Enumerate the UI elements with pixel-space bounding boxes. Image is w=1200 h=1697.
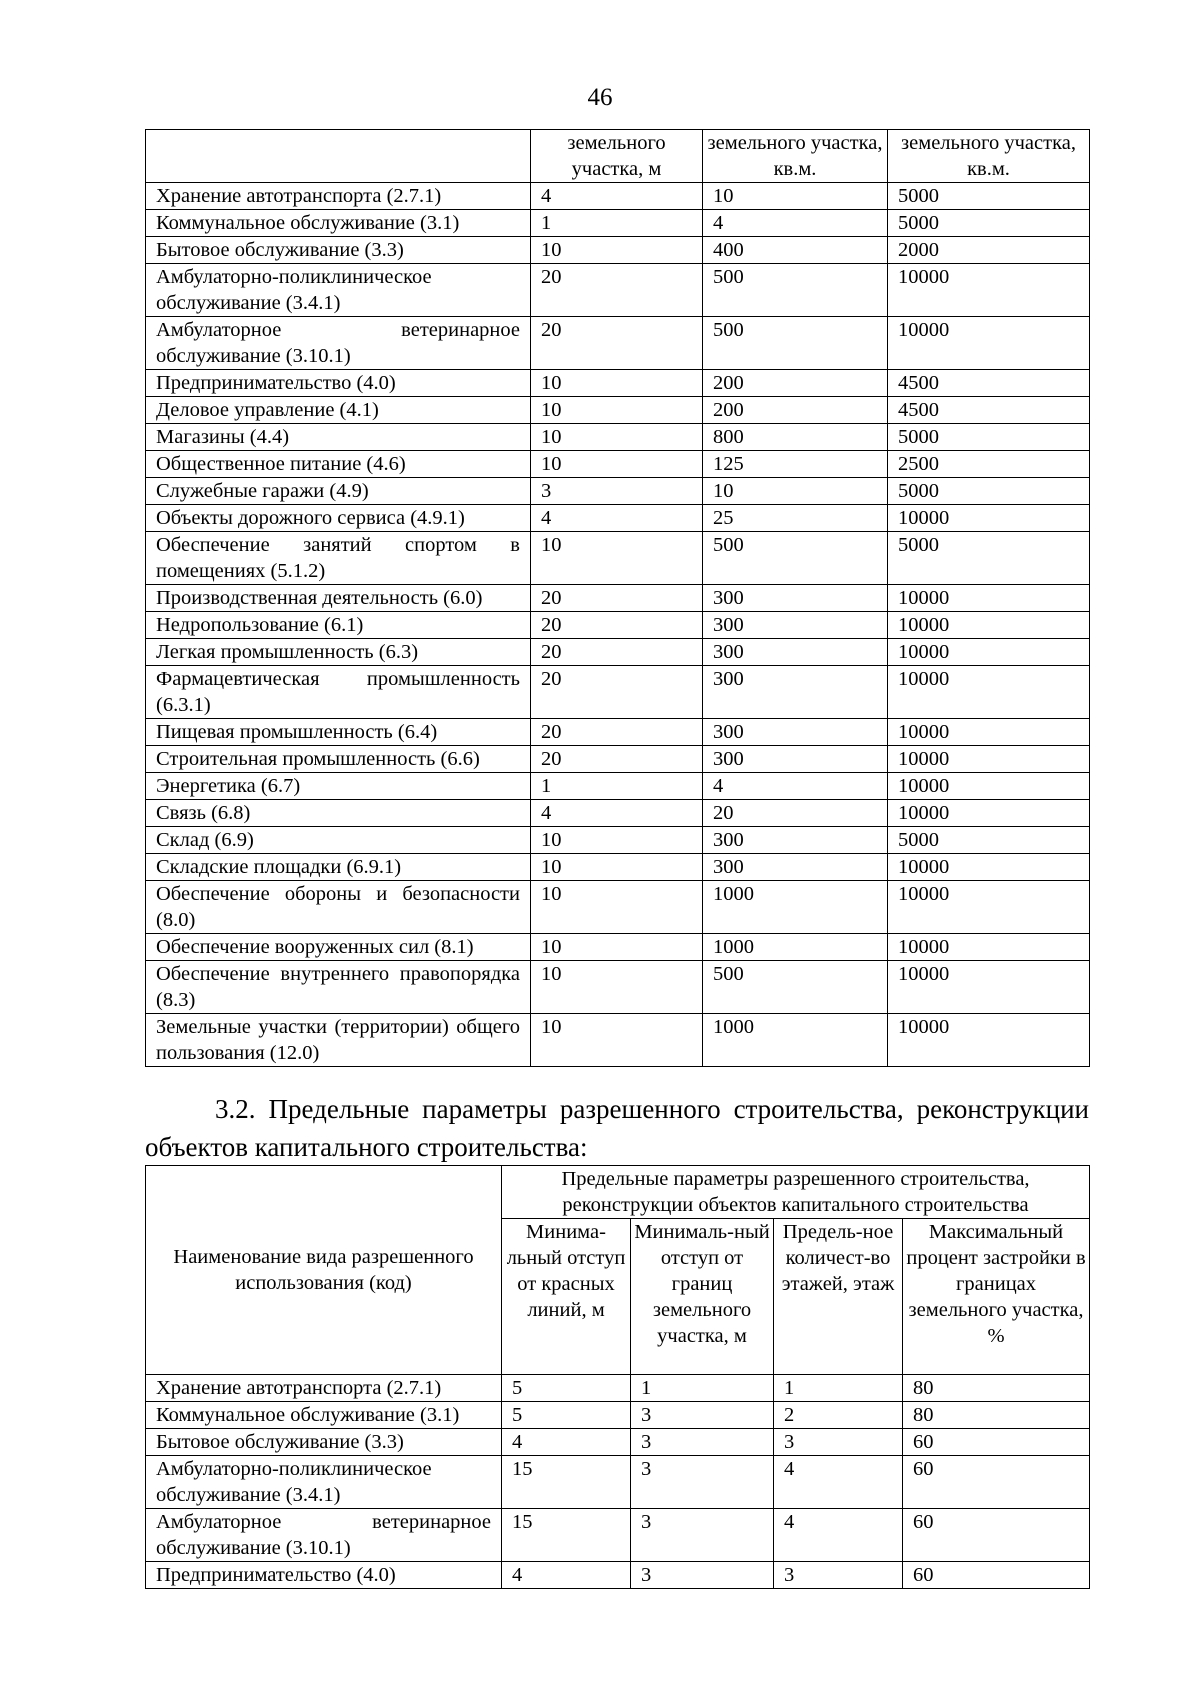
value-cell: 10: [531, 854, 703, 881]
value-cell: 15: [502, 1509, 631, 1562]
value-cell: 20: [531, 585, 703, 612]
use-type-cell: Пищевая промышленность (6.4): [146, 719, 531, 746]
use-type-cell: Деловое управление (4.1): [146, 397, 531, 424]
use-type-cell: Амбулаторно-поликлиническое обслуживание (3.4.1): [146, 264, 531, 317]
table-row: [146, 746, 1090, 773]
value-cell: 500: [703, 961, 888, 1014]
value-cell: 3: [774, 1562, 903, 1589]
use-type-cell: Складские площадки (6.9.1): [146, 854, 531, 881]
value-cell: 2500: [888, 451, 1090, 478]
value-cell: 4: [531, 183, 703, 210]
table-row: [146, 773, 1090, 800]
value-cell: 4: [703, 210, 888, 237]
use-type-cell: Обеспечение обороны и безопасности (8.0): [146, 881, 531, 934]
value-cell: 3: [774, 1429, 903, 1456]
value-cell: 10: [703, 478, 888, 505]
use-type-cell: Бытовое обслуживание (3.3): [146, 237, 531, 264]
use-type-cell: Недропользование (6.1): [146, 612, 531, 639]
value-cell: 200: [703, 397, 888, 424]
value-cell: 10: [531, 961, 703, 1014]
value-cell: 20: [531, 612, 703, 639]
table-row: [146, 370, 1090, 397]
use-type-cell: Хранение автотранспорта (2.7.1): [146, 1375, 502, 1402]
value-cell: 5000: [888, 478, 1090, 505]
value-cell: 20: [531, 317, 703, 370]
value-cell: 10000: [888, 639, 1090, 666]
table-row: [146, 585, 1090, 612]
value-cell: 3: [631, 1456, 774, 1509]
table-row: [146, 1562, 1090, 1589]
value-cell: 20: [703, 800, 888, 827]
use-type-cell: Служебные гаражи (4.9): [146, 478, 531, 505]
use-type-cell: Обеспечение вооруженных сил (8.1): [146, 934, 531, 961]
group-header: Предельные параметры разрешенного строительства, реконструкции объектов капитального строительства: [502, 1166, 1090, 1219]
value-cell: 10000: [888, 934, 1090, 961]
table-row: [146, 1014, 1090, 1067]
value-cell: 5: [502, 1402, 631, 1429]
value-cell: 1: [531, 210, 703, 237]
value-cell: 60: [903, 1429, 1090, 1456]
value-cell: 10000: [888, 317, 1090, 370]
value-cell: 10000: [888, 773, 1090, 800]
table-body: [146, 1375, 1090, 1589]
header-cell: земельного участка, кв.м.: [703, 130, 888, 183]
value-cell: 10000: [888, 854, 1090, 881]
value-cell: 20: [531, 746, 703, 773]
header-cell: земельного участка, кв.м.: [888, 130, 1090, 183]
table-row: [146, 397, 1090, 424]
page-number: 46: [587, 84, 613, 111]
use-type-cell: Предпринимательство (4.0): [146, 370, 531, 397]
value-cell: 10: [531, 827, 703, 854]
table-row: [146, 532, 1090, 585]
table-row: [146, 881, 1090, 934]
table-row: [146, 1402, 1090, 1429]
value-cell: 300: [703, 585, 888, 612]
use-type-cell: Бытовое обслуживание (3.3): [146, 1429, 502, 1456]
table-row: [146, 210, 1090, 237]
value-cell: 20: [531, 719, 703, 746]
value-cell: 1: [531, 773, 703, 800]
value-cell: 4: [531, 800, 703, 827]
value-cell: 1: [631, 1375, 774, 1402]
value-cell: 10: [531, 1014, 703, 1067]
use-type-cell: Коммунальное обслуживание (3.1): [146, 1402, 502, 1429]
value-cell: 300: [703, 639, 888, 666]
construction-parameters-table: [145, 1165, 1090, 1589]
header-cell: земельного участка, м: [531, 130, 703, 183]
value-cell: 10000: [888, 881, 1090, 934]
value-cell: 4500: [888, 370, 1090, 397]
section-heading: 3.2. Предельные параметры разрешенного строительства, реконструкции объектов капитального строительства:: [145, 1094, 1089, 1162]
use-type-cell: Легкая промышленность (6.3): [146, 639, 531, 666]
value-cell: 10000: [888, 264, 1090, 317]
table-header-row: [146, 130, 1090, 183]
value-cell: 300: [703, 854, 888, 881]
land-plot-size-table: [145, 129, 1090, 1067]
table-row: [146, 827, 1090, 854]
value-cell: 300: [703, 827, 888, 854]
value-cell: 1000: [703, 1014, 888, 1067]
use-type-cell: Коммунальное обслуживание (3.1): [146, 210, 531, 237]
table-row: [146, 1429, 1090, 1456]
use-type-cell: Амбулаторное ветеринарное обслуживание (3.10.1): [146, 317, 531, 370]
value-cell: 200: [703, 370, 888, 397]
value-cell: 5000: [888, 532, 1090, 585]
table-row: [146, 934, 1090, 961]
value-cell: 300: [703, 719, 888, 746]
value-cell: 125: [703, 451, 888, 478]
value-cell: 10: [531, 397, 703, 424]
table-row: [146, 800, 1090, 827]
value-cell: 10000: [888, 746, 1090, 773]
value-cell: 4500: [888, 397, 1090, 424]
value-cell: 1000: [703, 934, 888, 961]
table-row: [146, 1509, 1090, 1562]
use-type-cell: Объекты дорожного сервиса (4.9.1): [146, 505, 531, 532]
value-cell: 400: [703, 237, 888, 264]
value-cell: 3: [531, 478, 703, 505]
value-cell: 10: [531, 424, 703, 451]
value-cell: 80: [903, 1402, 1090, 1429]
use-type-cell: Общественное питание (4.6): [146, 451, 531, 478]
subheader-cell: Минима-льный отступ от красных линий, м: [502, 1219, 631, 1375]
use-type-cell: Обеспечение занятий спортом в помещениях (5.1.2): [146, 532, 531, 585]
value-cell: 2000: [888, 237, 1090, 264]
use-type-cell: Фармацевтическая промышленность (6.3.1): [146, 666, 531, 719]
value-cell: 4: [774, 1456, 903, 1509]
table-row: [146, 961, 1090, 1014]
table-row: [146, 719, 1090, 746]
use-type-cell: Производственная деятельность (6.0): [146, 585, 531, 612]
value-cell: 4: [502, 1429, 631, 1456]
value-cell: 300: [703, 666, 888, 719]
use-type-cell: Предпринимательство (4.0): [146, 1562, 502, 1589]
value-cell: 60: [903, 1509, 1090, 1562]
value-cell: 10: [531, 451, 703, 478]
table-body: [146, 183, 1090, 1067]
value-cell: 10: [531, 934, 703, 961]
value-cell: 5000: [888, 424, 1090, 451]
value-cell: 10000: [888, 800, 1090, 827]
table-row: [146, 854, 1090, 881]
value-cell: 10: [531, 370, 703, 397]
subheader-cell: Максимальный процент застройки в границах земельного участка, %: [903, 1219, 1090, 1375]
use-type-cell: Строительная промышленность (6.6): [146, 746, 531, 773]
table-row: [146, 666, 1090, 719]
table-row: [146, 505, 1090, 532]
value-cell: 10000: [888, 719, 1090, 746]
table-row: [146, 478, 1090, 505]
value-cell: 4: [502, 1562, 631, 1589]
use-type-cell: Хранение автотранспорта (2.7.1): [146, 183, 531, 210]
value-cell: 15: [502, 1456, 631, 1509]
table-row: [146, 1375, 1090, 1402]
value-cell: 60: [903, 1562, 1090, 1589]
value-cell: 5000: [888, 183, 1090, 210]
value-cell: 4: [703, 773, 888, 800]
table-row: [146, 317, 1090, 370]
value-cell: 500: [703, 317, 888, 370]
value-cell: 10: [531, 237, 703, 264]
table-row: [146, 639, 1090, 666]
value-cell: 20: [531, 639, 703, 666]
value-cell: 800: [703, 424, 888, 451]
use-type-cell: Амбулаторное ветеринарное обслуживание (3.10.1): [146, 1509, 502, 1562]
value-cell: 10000: [888, 585, 1090, 612]
value-cell: 300: [703, 612, 888, 639]
value-cell: 4: [531, 505, 703, 532]
value-cell: 3: [631, 1429, 774, 1456]
use-type-cell: Энергетика (6.7): [146, 773, 531, 800]
value-cell: 300: [703, 746, 888, 773]
table-row: [146, 237, 1090, 264]
subheader-cell: Предель-ное количест-во этажей, этаж: [774, 1219, 903, 1375]
use-type-cell: Обеспечение внутреннего правопорядка (8.3): [146, 961, 531, 1014]
value-cell: 10000: [888, 612, 1090, 639]
use-type-cell: Склад (6.9): [146, 827, 531, 854]
value-cell: 10: [531, 532, 703, 585]
value-cell: 10: [703, 183, 888, 210]
use-type-cell: Связь (6.8): [146, 800, 531, 827]
value-cell: 4: [774, 1509, 903, 1562]
value-cell: 3: [631, 1562, 774, 1589]
table-row: [146, 1456, 1090, 1509]
table-row: [146, 451, 1090, 478]
value-cell: 10000: [888, 1014, 1090, 1067]
value-cell: 25: [703, 505, 888, 532]
value-cell: 3: [631, 1402, 774, 1429]
subheader-cell: Минималь-ный отступ от границ земельного участка, м: [631, 1219, 774, 1375]
use-type-cell: Магазины (4.4): [146, 424, 531, 451]
value-cell: 5: [502, 1375, 631, 1402]
value-cell: 60: [903, 1456, 1090, 1509]
table-row: [146, 264, 1090, 317]
value-cell: 500: [703, 264, 888, 317]
use-type-cell: Амбулаторно-поликлиническое обслуживание (3.4.1): [146, 1456, 502, 1509]
value-cell: 20: [531, 666, 703, 719]
table-row: [146, 424, 1090, 451]
value-cell: 5000: [888, 827, 1090, 854]
table-row: [146, 612, 1090, 639]
value-cell: 1000: [703, 881, 888, 934]
value-cell: 10000: [888, 666, 1090, 719]
value-cell: 80: [903, 1375, 1090, 1402]
value-cell: 20: [531, 264, 703, 317]
name-header: Наименование вида разрешенного использования (код): [146, 1166, 502, 1375]
use-type-cell: Земельные участки (территории) общего пользования (12.0): [146, 1014, 531, 1067]
table-header-row: [146, 1166, 1090, 1219]
value-cell: 10: [531, 881, 703, 934]
value-cell: 1: [774, 1375, 903, 1402]
value-cell: 3: [631, 1509, 774, 1562]
value-cell: 500: [703, 532, 888, 585]
value-cell: 5000: [888, 210, 1090, 237]
value-cell: 2: [774, 1402, 903, 1429]
value-cell: 10000: [888, 505, 1090, 532]
value-cell: 10000: [888, 961, 1090, 1014]
table-row: [146, 183, 1090, 210]
header-cell: [146, 130, 531, 183]
